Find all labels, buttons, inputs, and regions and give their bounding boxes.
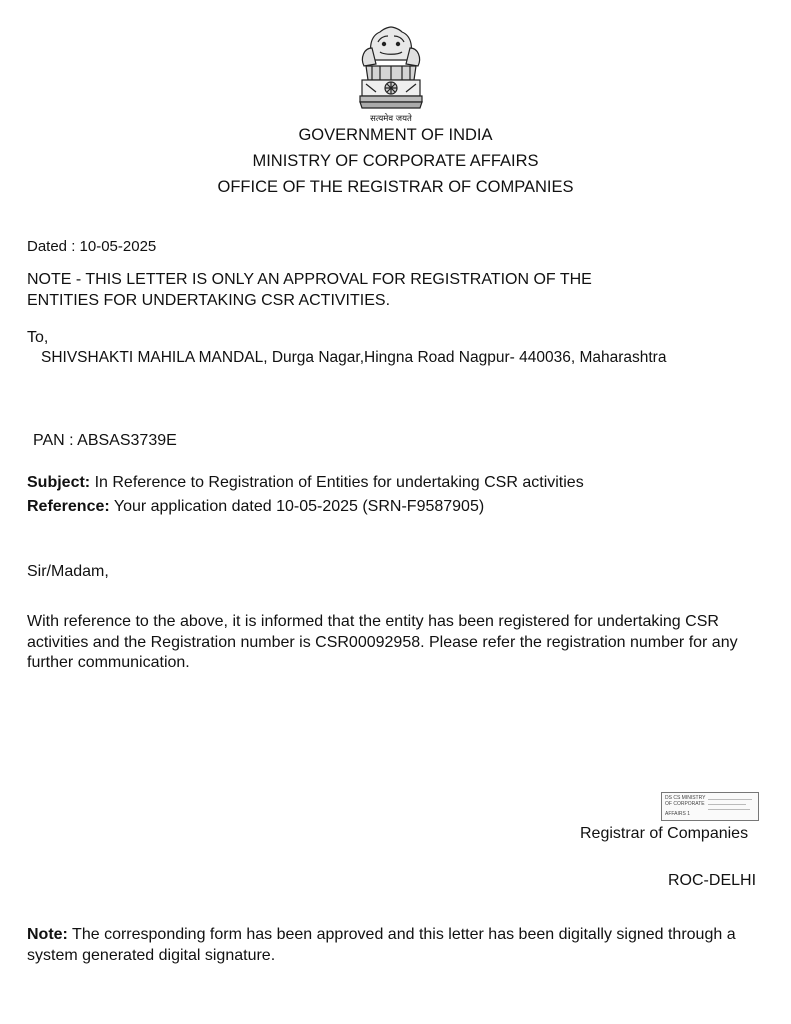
footer-note-text: The corresponding form has been approved and this letter has been digitally signed through a system generated digital signature. — [27, 926, 736, 964]
note-line-1: NOTE - THIS LETTER IS ONLY AN APPROVAL FOR REGISTRATION OF THE — [27, 271, 592, 288]
salutation: Sir/Madam, — [27, 563, 109, 580]
footer-note-label: Note: — [27, 926, 68, 943]
stamp-line-1: DS CS MINISTRY — [665, 795, 706, 801]
reference-label: Reference: — [27, 498, 110, 515]
body-paragraph: With reference to the above, it is informed that the entity has been registered for undertaking CSR activities and the Registration number is CSR00092958. Please refer the registration number for any further communication. — [27, 613, 738, 671]
subject-line — [27, 474, 584, 492]
emblem-motto: सत्यमेव जयते — [370, 114, 412, 124]
header-line-office: OFFICE OF THE REGISTRAR OF COMPANIES — [217, 178, 574, 196]
dated-line: Dated : 10-05-2025 — [27, 238, 157, 255]
header-line-ministry: MINISTRY OF CORPORATE AFFAIRS — [252, 152, 539, 170]
footer-note — [27, 925, 777, 966]
stamp-line-2: OF CORPORATE — [665, 801, 705, 807]
state-emblem-icon — [350, 22, 432, 126]
addressee: SHIVSHAKTI MAHILA MANDAL, Durga Nagar,Hingna Road Nagpur- 440036, Maharashtra — [41, 349, 667, 366]
reference-text: Your application dated 10-05-2025 (SRN-F9587905) — [109, 498, 485, 515]
subject-label: Subject: — [27, 474, 91, 491]
stamp-line-3: AFFAIRS 1 — [665, 811, 691, 817]
signatory-office: ROC-DELHI — [668, 872, 757, 889]
header-line-government: GOVERNMENT OF INDIA — [298, 126, 493, 144]
reference-line — [27, 498, 484, 516]
pan-line: PAN : ABSAS3739E — [33, 432, 177, 449]
note-line-2: ENTITIES FOR UNDERTAKING CSR ACTIVITIES. — [27, 292, 391, 309]
to-label: To, — [27, 329, 49, 346]
subject-text: In Reference to Registration of Entities for undertaking CSR activities — [90, 474, 584, 491]
digital-signature-stamp — [661, 792, 759, 821]
signatory-title: Registrar of Companies — [580, 825, 749, 842]
